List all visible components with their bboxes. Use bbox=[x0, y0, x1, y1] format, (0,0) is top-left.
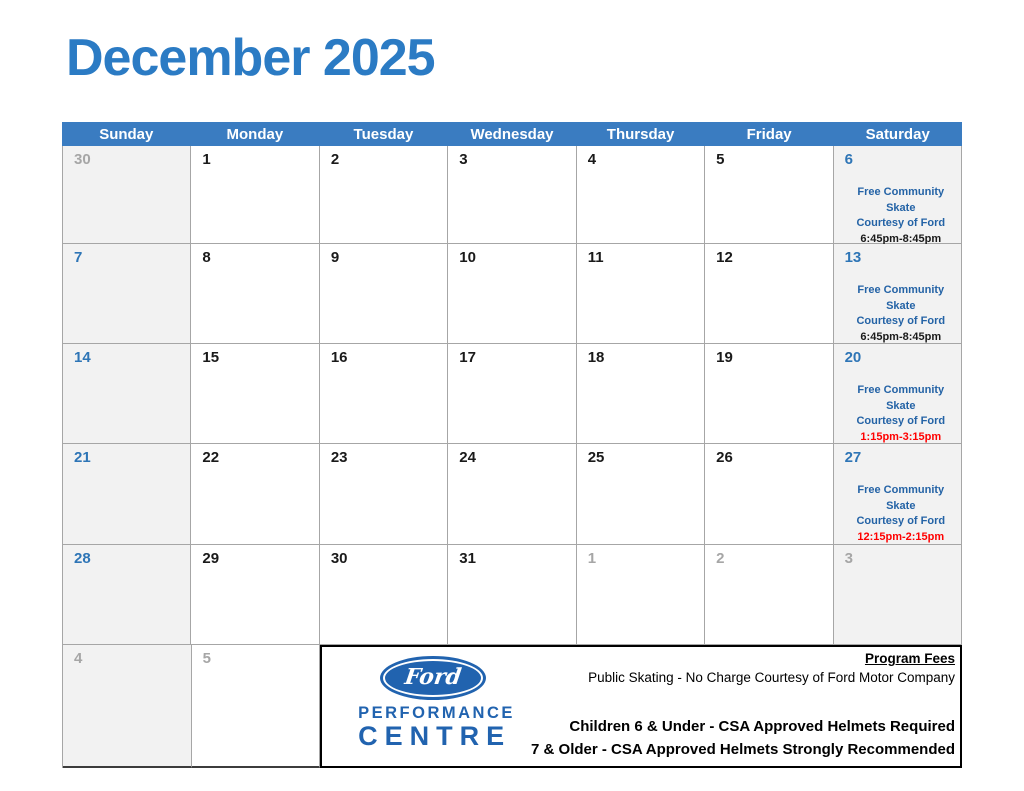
calendar-day-cell bbox=[448, 244, 576, 344]
calendar-day-cell bbox=[63, 444, 191, 545]
calendar-day-cell bbox=[577, 444, 705, 545]
event-time: 6:45pm-8:45pm bbox=[860, 232, 942, 245]
calendar-day-cell bbox=[705, 444, 833, 545]
day-number: 21 bbox=[74, 449, 91, 466]
event-time: 12:15pm-2:15pm bbox=[857, 530, 945, 543]
calendar-day-cell bbox=[320, 146, 448, 244]
event-title-line: Free Community Skate bbox=[857, 186, 945, 214]
calendar-day-cell bbox=[834, 444, 962, 545]
day-number: 8 bbox=[202, 249, 211, 266]
day-number: 18 bbox=[587, 349, 605, 366]
page-title: December 2025 bbox=[66, 29, 435, 87]
event-subtitle-line: Courtesy of Ford bbox=[856, 515, 946, 527]
program-fees-box bbox=[320, 645, 962, 768]
event-title-line: Free Community Skate bbox=[857, 284, 945, 312]
day-number: 1 bbox=[202, 151, 211, 168]
day-number: 4 bbox=[587, 151, 597, 168]
calendar-day-cell bbox=[705, 146, 833, 244]
day-number: 29 bbox=[202, 550, 220, 567]
calendar-day-cell bbox=[834, 146, 962, 244]
calendar-day-cell bbox=[448, 545, 576, 645]
weekday-header-monday: Monday bbox=[226, 125, 284, 143]
day-number: 9 bbox=[330, 249, 340, 266]
day-number: 22 bbox=[202, 449, 220, 466]
calendar-day-cell bbox=[191, 244, 319, 344]
day-number: 13 bbox=[844, 249, 862, 266]
day-number: 4 bbox=[74, 650, 83, 667]
event-subtitle-line: Courtesy of Ford bbox=[856, 415, 946, 427]
helmet-rule-older: 7 & Older - CSA Approved Helmets Strongly Recommended bbox=[531, 741, 955, 758]
day-number: 17 bbox=[459, 349, 476, 366]
day-number: 5 bbox=[716, 151, 725, 168]
calendar-day-cell bbox=[705, 244, 833, 344]
program-fees-text bbox=[588, 651, 955, 685]
calendar-day-cell bbox=[577, 244, 705, 344]
calendar-day-cell bbox=[320, 444, 448, 545]
calendar-day-cell bbox=[705, 344, 833, 444]
event-free-community-skate bbox=[845, 483, 957, 545]
day-number: 23 bbox=[330, 449, 348, 466]
calendar-day-cell bbox=[191, 444, 319, 545]
day-number: 2 bbox=[330, 151, 340, 168]
day-number: 25 bbox=[587, 449, 605, 466]
day-number: 24 bbox=[459, 449, 476, 466]
day-number: 3 bbox=[459, 151, 468, 168]
public-skating-line: Public Skating - No Charge Courtesy of Ford Motor Company bbox=[588, 670, 955, 685]
day-number: 26 bbox=[716, 449, 733, 466]
calendar-day-cell bbox=[191, 146, 319, 244]
day-number: 10 bbox=[459, 249, 476, 266]
calendar bbox=[62, 122, 962, 768]
ford-brand-script: Ford bbox=[403, 664, 463, 690]
day-number: 3 bbox=[844, 550, 853, 567]
calendar-day-cell bbox=[63, 344, 191, 444]
calendar-day-cell bbox=[63, 146, 191, 244]
calendar-day-cell bbox=[834, 545, 962, 645]
logo-performance-label: PERFORMANCE bbox=[358, 704, 515, 722]
event-subtitle-line: Courtesy of Ford bbox=[856, 315, 946, 327]
event-time: 6:45pm-8:45pm bbox=[860, 330, 942, 343]
logo-centre-label: CENTRE bbox=[358, 721, 512, 751]
weekday-header-wednesday: Wednesday bbox=[470, 125, 554, 143]
day-number: 30 bbox=[74, 151, 91, 168]
helmet-rules-text bbox=[531, 715, 955, 761]
program-fees-title: Program Fees bbox=[864, 651, 955, 666]
calendar-day-cell bbox=[577, 545, 705, 645]
ford-oval-icon bbox=[380, 656, 486, 700]
calendar-day-cell bbox=[448, 344, 576, 444]
calendar-day-cell bbox=[705, 545, 833, 645]
calendar-day-cell bbox=[448, 146, 576, 244]
weekday-header-thursday: Thursday bbox=[606, 125, 675, 143]
helmet-rule-children: Children 6 & Under - CSA Approved Helmets Required bbox=[569, 718, 955, 735]
calendar-day-cell bbox=[63, 244, 191, 344]
calendar-day-cell bbox=[834, 344, 962, 444]
calendar-day-cell bbox=[577, 344, 705, 444]
day-number: 19 bbox=[716, 349, 733, 366]
calendar-day-cell bbox=[320, 344, 448, 444]
day-number: 5 bbox=[202, 650, 211, 667]
day-number: 11 bbox=[587, 249, 604, 266]
calendar-day-cell bbox=[320, 545, 448, 645]
calendar-day-cell bbox=[63, 645, 192, 768]
day-number: 12 bbox=[716, 249, 733, 266]
calendar-grid bbox=[62, 146, 962, 645]
calendar-footer-row bbox=[62, 645, 962, 768]
calendar-day-cell bbox=[191, 545, 319, 645]
weekday-header-sunday: Sunday bbox=[99, 125, 154, 143]
calendar-day-cell bbox=[448, 444, 576, 545]
day-number: 14 bbox=[74, 349, 91, 366]
weekday-header-saturday: Saturday bbox=[865, 125, 930, 143]
event-free-community-skate bbox=[845, 383, 957, 445]
day-number: 28 bbox=[74, 550, 91, 567]
day-number: 27 bbox=[844, 449, 862, 466]
day-number: 30 bbox=[330, 550, 348, 567]
day-number: 31 bbox=[459, 550, 476, 567]
day-number: 1 bbox=[587, 550, 597, 567]
event-title-line: Free Community Skate bbox=[857, 484, 945, 512]
day-number: 20 bbox=[844, 349, 862, 366]
event-subtitle-line: Courtesy of Ford bbox=[856, 217, 946, 229]
day-number: 15 bbox=[202, 349, 220, 366]
event-title-line: Free Community Skate bbox=[857, 384, 945, 412]
day-number: 2 bbox=[716, 550, 725, 567]
day-number: 7 bbox=[74, 249, 83, 266]
calendar-day-cell bbox=[320, 244, 448, 344]
calendar-day-cell bbox=[577, 146, 705, 244]
calendar-day-cell bbox=[63, 545, 191, 645]
event-free-community-skate bbox=[845, 283, 957, 345]
event-time: 1:15pm-3:15pm bbox=[860, 430, 942, 443]
weekday-header-tuesday: Tuesday bbox=[353, 125, 414, 143]
day-number: 16 bbox=[330, 349, 348, 366]
calendar-day-cell bbox=[192, 645, 321, 768]
weekday-header-friday: Friday bbox=[746, 125, 792, 143]
calendar-day-cell bbox=[834, 244, 962, 344]
event-free-community-skate bbox=[845, 185, 957, 247]
calendar-day-cell bbox=[191, 344, 319, 444]
day-number: 6 bbox=[844, 151, 853, 168]
ford-performance-centre-logo bbox=[358, 656, 515, 751]
weekday-header-row bbox=[62, 122, 962, 146]
